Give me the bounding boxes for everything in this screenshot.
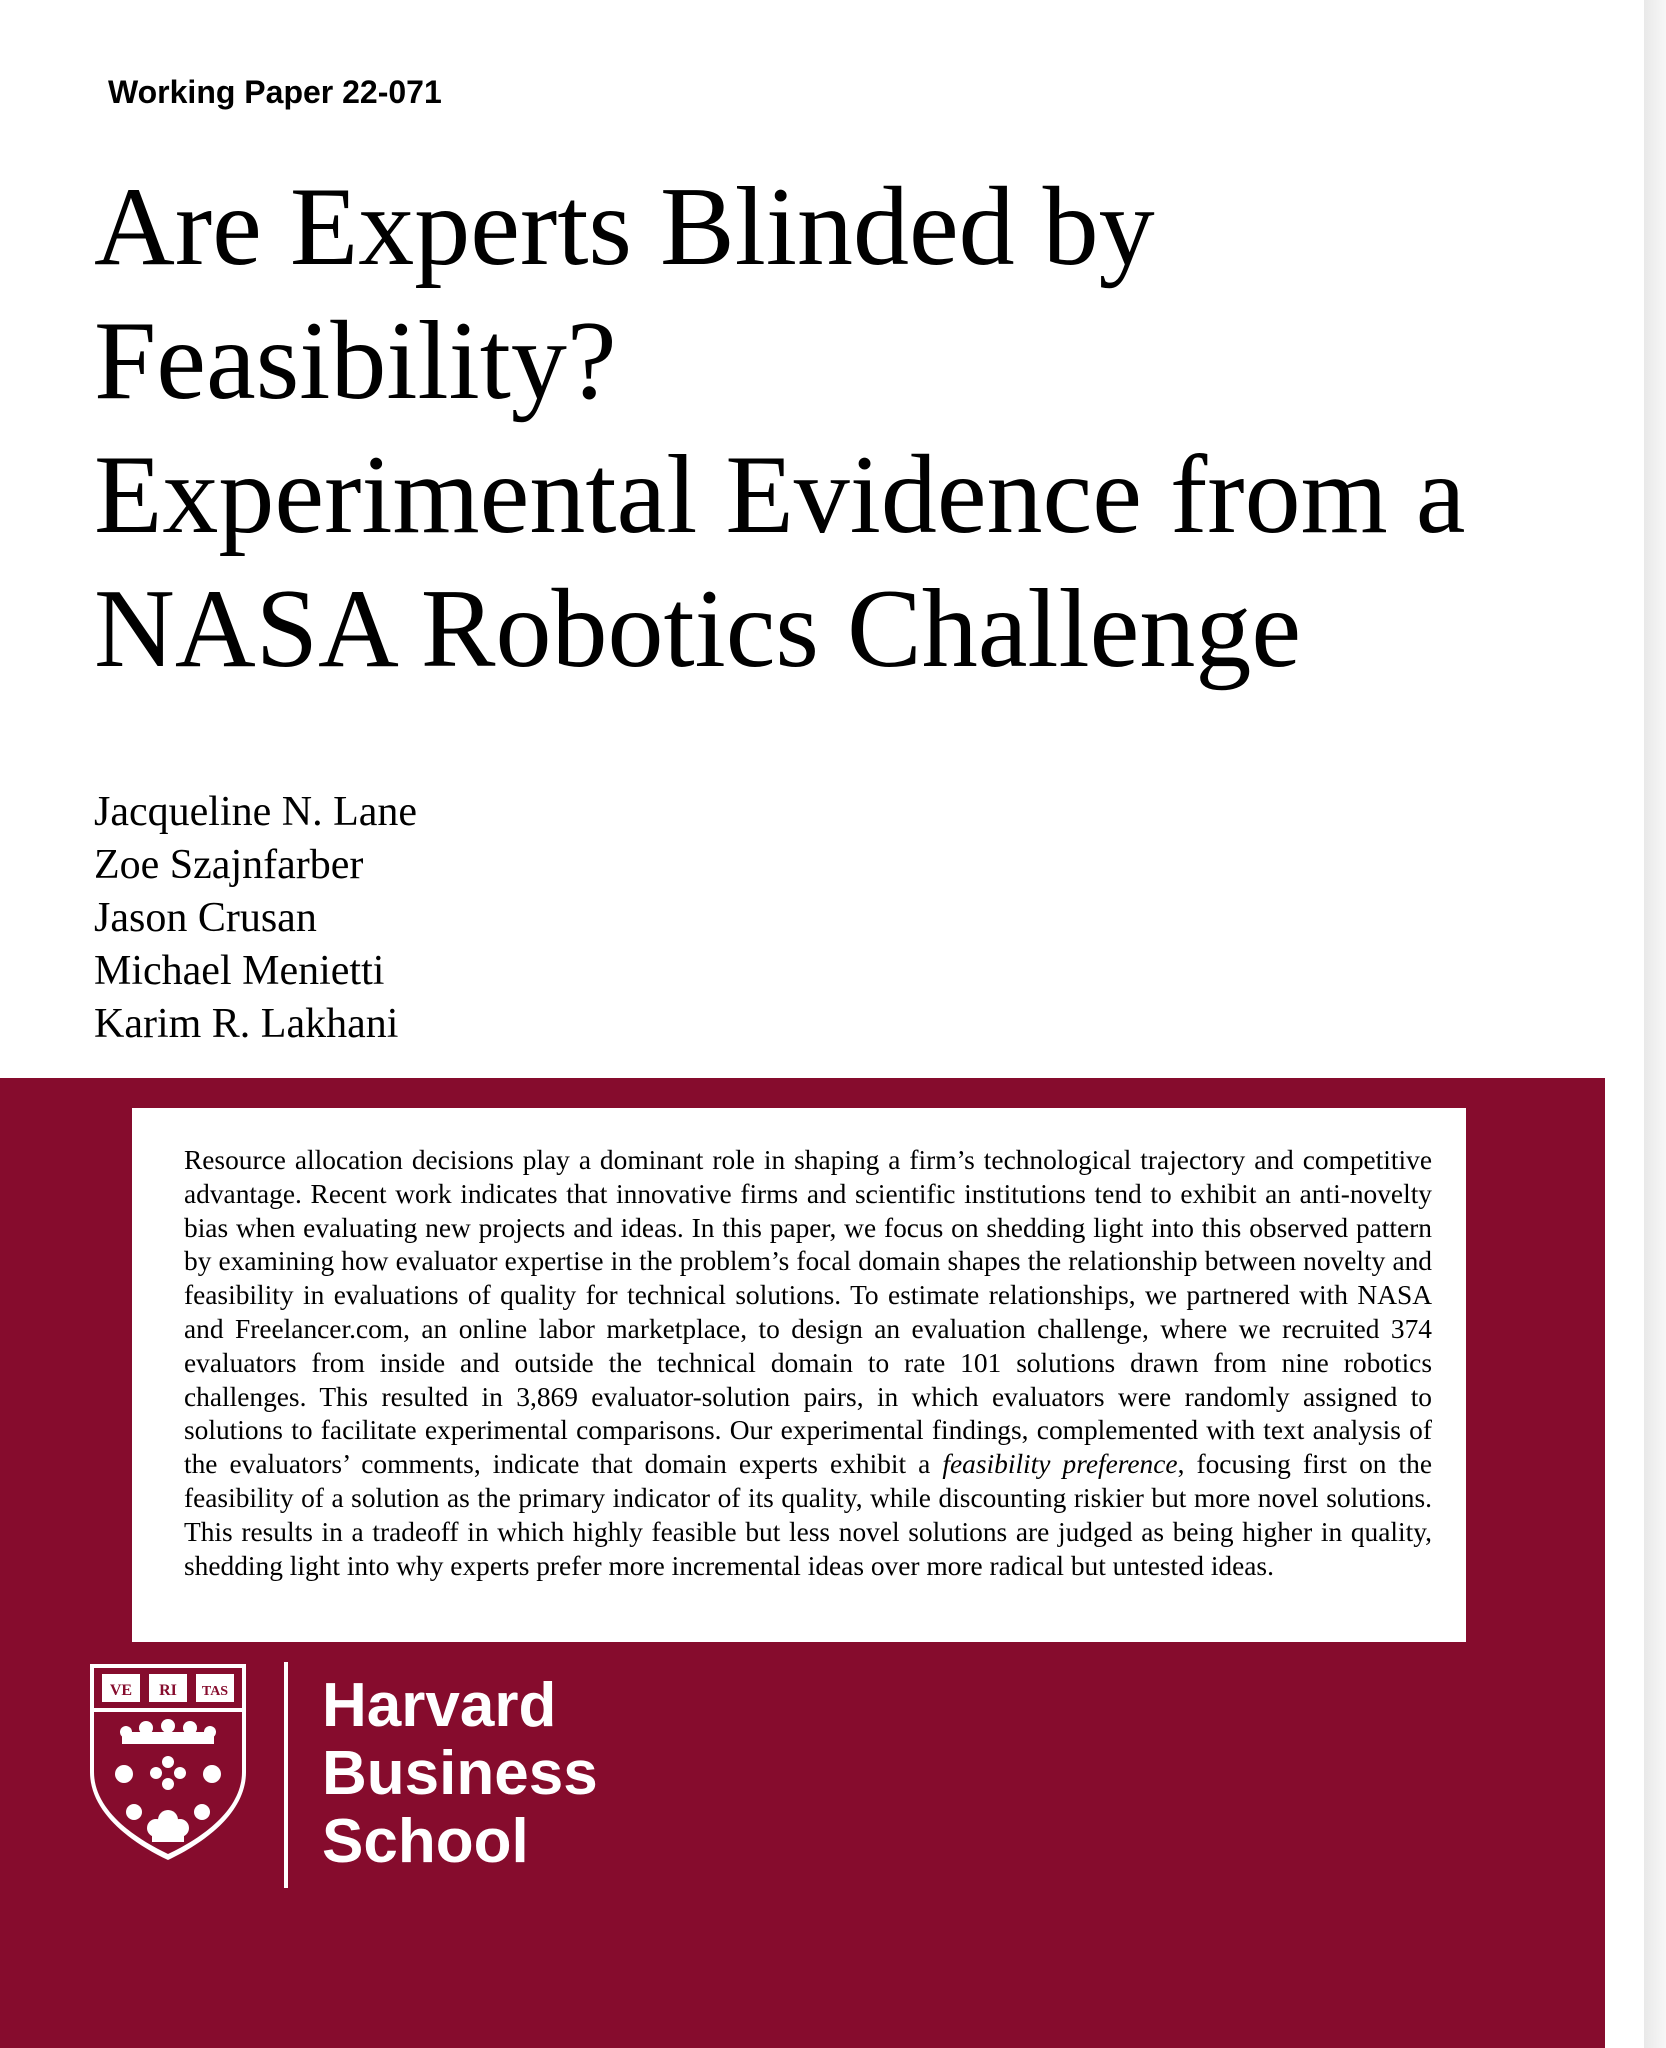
shield-text: RI <box>159 1682 177 1699</box>
shield-text: VE <box>109 1682 133 1699</box>
paper-title <box>94 160 1614 696</box>
title-line: Feasibility? <box>94 299 617 423</box>
logo-divider <box>284 1662 288 1888</box>
title-line: Experimental Evidence from a <box>94 433 1466 557</box>
author-name: Michael Menietti <box>94 948 385 994</box>
working-paper-number: Working Paper 22-071 <box>108 74 442 110</box>
page-edge-strip <box>1644 0 1666 2048</box>
abstract-text-part: , focusing first on the feasibility of a solution as the primary indicator of its quality, while discounting riskier but more novel solutions. This results in a tradeoff in which highly feasible but less novel solutions are judged as being higher in quality, shedding light into why experts prefer more incremental ideas over more radical but untested ideas. <box>184 1449 1433 1581</box>
abstract-italic-term: feasibility preference <box>942 1449 1178 1480</box>
author-name: Jacqueline N. Lane <box>94 789 418 835</box>
title-line: Are Experts Blinded by <box>94 165 1155 289</box>
abstract-box <box>132 1108 1466 1642</box>
author-name: Jason Crusan <box>94 895 317 941</box>
cover-band <box>0 1078 1605 2048</box>
veritas-shield-icon <box>86 1662 250 1862</box>
shield-text: TAS <box>201 1684 229 1699</box>
school-name-line: Business <box>322 1739 598 1808</box>
author-name: Karim R. Lakhani <box>94 1001 399 1047</box>
abstract-text-part: Resource allocation decisions play a dominant role in shaping a firm’s technological trajectory and competitive advantage. Recent work indicates that innovative firms and scientific institutions tend to exhibit an anti-novelty bias when evaluating new projects and ideas. In this paper, we focus on shedding light into this observed pattern by examining how evaluator expertise in the problem’s focal domain shapes the relationship between novelty and feasibility in evaluations of quality for technical solutions. To estimate relationships, we partnered with NASA and Freelancer.com, an online labor marketplace, to design an evaluation challenge, where we recruited 374 evaluators from inside and outside the technical domain to rate 101 solutions drawn from nine robotics challenges. This resulted in 3,869 evaluator-solution pairs, in which evaluators were randomly assigned to solutions to facilitate experimental comparisons. Our experimental findings, complemented with text analysis of the evaluators’ comments, indicate that domain experts exhibit a <box>184 1145 1432 1480</box>
school-name-line: School <box>322 1807 529 1876</box>
school-name <box>322 1672 598 1876</box>
school-name-line: Harvard <box>322 1671 557 1740</box>
author-list <box>94 786 417 1051</box>
hbs-logo <box>86 1662 706 1892</box>
author-name: Zoe Szajnfarber <box>94 842 364 888</box>
title-line: NASA Robotics Challenge <box>94 567 1302 691</box>
abstract-text <box>184 1144 1432 1583</box>
